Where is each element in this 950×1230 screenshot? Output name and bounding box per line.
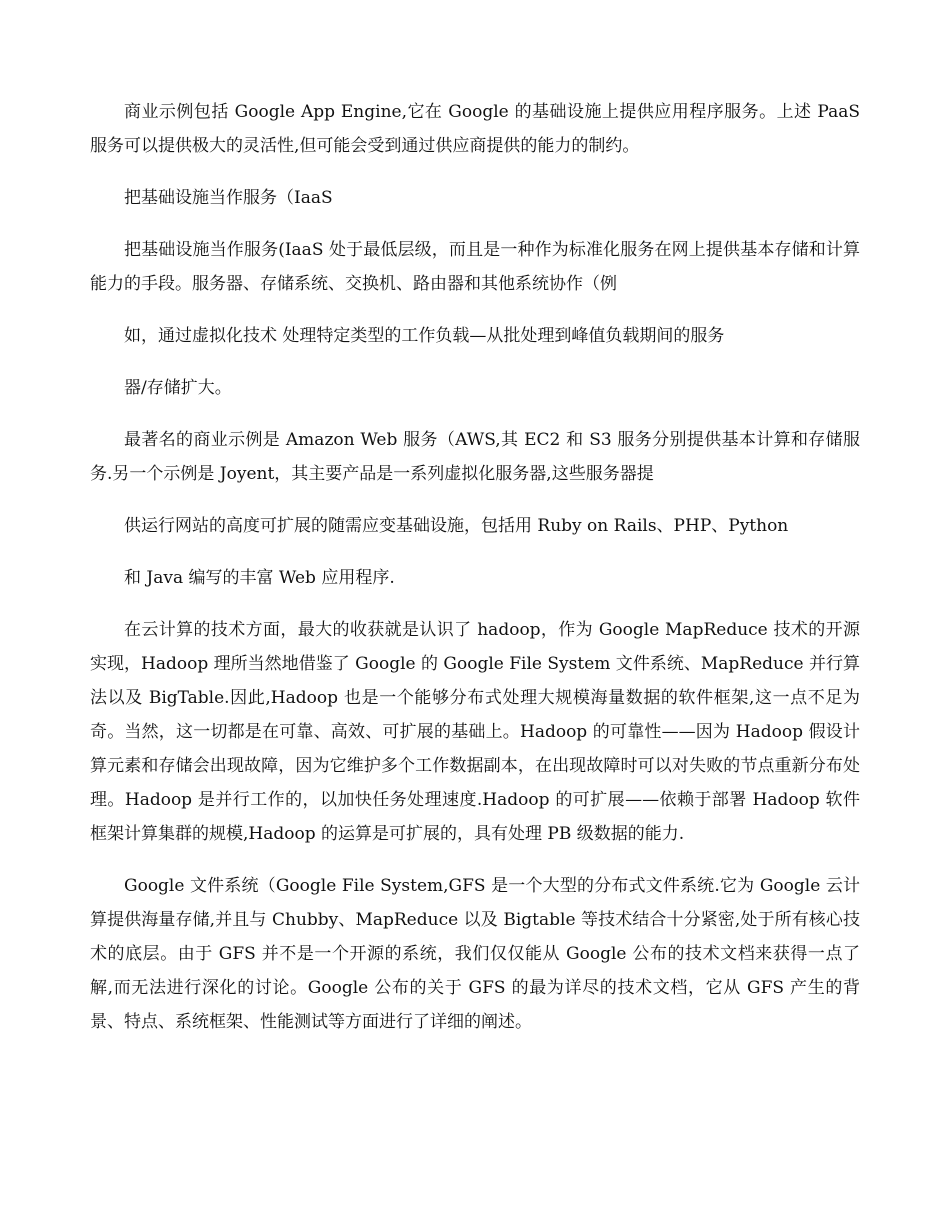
paragraph-aws-example: 最著名的商业示例是 Amazon Web 服务（AWS,其 EC2 和 S3 服务分别提供基本计算和存储服务.另一个示例是 Joyent，其主要产品是一系列虚拟化服务器,这些服务器提	[90, 430, 860, 484]
document-body	[90, 95, 860, 1057]
paragraph-gfs: Google 文件系统（Google File System,GFS 是一个大型的分布式文件系统.它为 Google 云计算提供海量存储,并且与 Chubby、MapReduce 以及 Bigtable 等技术结合十分紧密,处于所有核心技术的底层。由于 GFS 并不是一个开源的系统，我们仅仅能从 Google 公布的技术文档来获得一点了解,而无法进行深化的讨论。Google 公布的关于 GFS 的最为详尽的技术文档，它从 GFS 产生的背景、特点、系统框架、性能测试等方面进行了详细的阐述。	[90, 876, 860, 1032]
heading-iaas: 把基础设施当作服务（IaaS	[124, 188, 333, 208]
paragraph-hadoop: 在云计算的技术方面，最大的收获就是认识了 hadoop，作为 Google MapReduce 技术的开源实现，Hadoop 理所当然地借鉴了 Google 的 Google File System 文件系统、MapReduce 并行算法以及 BigTable.因此,Hadoop 也是一个能够分布式处理大规模海量数据的软件框架,这一点不足为奇。当然，这一切都是在可靠、高效、可扩展的基础上。Hadoop 的可靠性——因为 Hadoop 假设计算元素和存储会出现故障，因为它维护多个工作数据副本，在出现故障时可以对失败的节点重新分布处理。Hadoop 是并行工作的，以加快任务处理速度.Hadoop 的可扩展——依赖于部署 Hadoop 软件框架计算集群的规模,Hadoop 的运算是可扩展的，具有处理 PB 级数据的能力.	[90, 620, 860, 844]
paragraph-web-apps: 和 Java 编写的丰富 Web 应用程序.	[124, 568, 395, 588]
paragraph-iaas-virtualization: 如，通过虚拟化技术 处理特定类型的工作负载—从批处理到峰值负载期间的服务	[124, 326, 725, 346]
paragraph-joyent-infrastructure: 供运行网站的高度可扩展的随需应变基础设施，包括用 Ruby on Rails、PHP、Python	[124, 516, 789, 536]
paragraph-paas-examples: 商业示例包括 Google App Engine,它在 Google 的基础设施上提供应用程序服务。上述 PaaS 服务可以提供极大的灵活性,但可能会受到通过供应商提供的能力的制约。	[90, 102, 860, 156]
paragraph-iaas-definition: 把基础设施当作服务(IaaS 处于最低层级，而且是一种作为标准化服务在网上提供基本存储和计算能力的手段。服务器、存储系统、交换机、路由器和其他系统协作（例	[90, 240, 860, 294]
paragraph-iaas-storage: 器/存储扩大。	[124, 378, 232, 398]
